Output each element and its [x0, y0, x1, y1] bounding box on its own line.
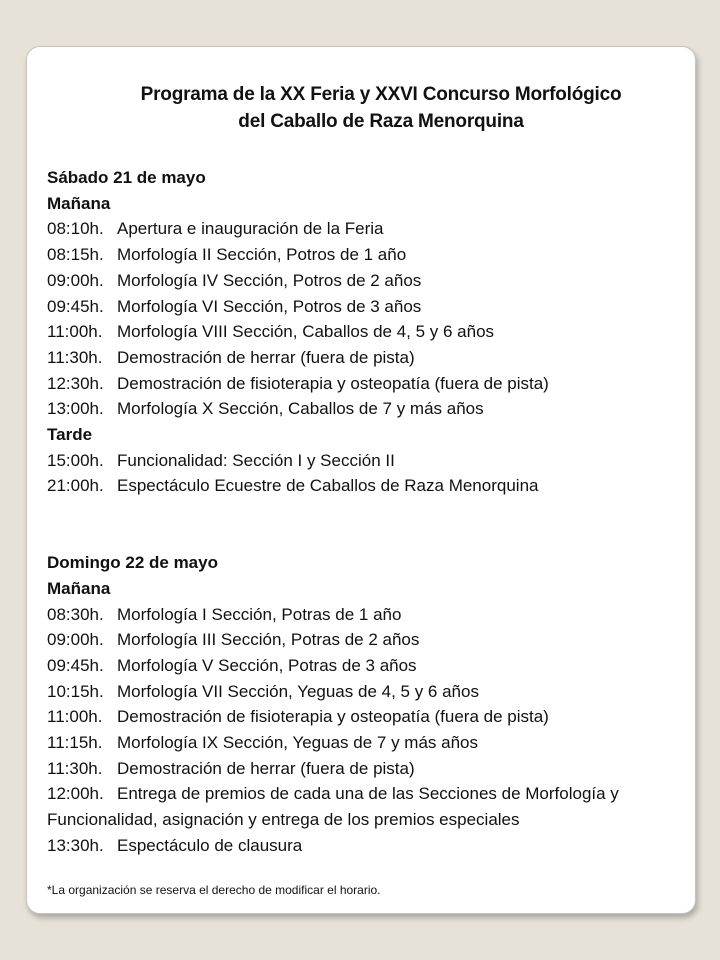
item-time: 10:15h. [47, 681, 104, 701]
schedule-item [47, 730, 683, 756]
schedule-item [47, 473, 683, 499]
item-text: Demostración de fisioterapia y osteopatía (fuera de pista) [117, 373, 549, 393]
item-text: Morfología I Sección, Potras de 1 año [117, 604, 402, 624]
item-time: 09:00h. [47, 630, 104, 650]
schedule-item [47, 396, 683, 422]
item-time: 11:30h. [47, 347, 103, 367]
item-time: 12:00h. [47, 784, 104, 804]
item-text: Funcionalidad: Sección I y Sección II [117, 450, 395, 470]
footnote: *La organización se reserva el derecho de modificar el horario. [47, 883, 381, 897]
item-text: Espectáculo Ecuestre de Caballos de Raza Menorquina [117, 476, 539, 496]
part-label-morning: Mañana [47, 578, 111, 598]
item-time: 11:00h. [47, 707, 103, 727]
program-card [26, 46, 696, 914]
item-text: Apertura e inauguración de la Feria [117, 219, 384, 239]
schedule-item [47, 216, 683, 242]
schedule-item [47, 756, 683, 782]
item-time: 21:00h. [47, 476, 104, 496]
item-time: 09:00h. [47, 270, 104, 290]
day-heading-saturday: Sábado 21 de mayo [47, 168, 206, 187]
item-text-continuation: Funcionalidad, asignación y entrega de los premios especiales [47, 810, 520, 830]
item-text: Espectáculo de clausura [117, 835, 303, 855]
schedule-item [47, 781, 683, 807]
title-line-1: Programa de la XX Feria y XXVI Concurso Morfológico [140, 84, 622, 105]
schedule-item [47, 345, 683, 371]
schedule-item [47, 448, 683, 474]
item-text: Demostración de herrar (fuera de pista) [117, 347, 415, 367]
part-label-afternoon: Tarde [47, 425, 93, 445]
item-time: 13:00h. [47, 399, 104, 419]
schedule-item [47, 679, 683, 705]
schedule-item [47, 653, 683, 679]
schedule [47, 165, 683, 859]
schedule-item [47, 704, 683, 730]
item-time: 08:30h. [47, 604, 104, 624]
schedule-item [47, 627, 683, 653]
item-text: Demostración de herrar (fuera de pista) [117, 758, 415, 778]
item-text: Morfología IV Sección, Potros de 2 años [117, 270, 422, 290]
title-line-2: del Caballo de Raza Menorquina [238, 111, 524, 132]
part-label-morning: Mañana [47, 193, 111, 213]
day-heading-sunday: Domingo 22 de mayo [47, 553, 218, 573]
schedule-item [47, 294, 683, 320]
schedule-item [47, 602, 683, 628]
item-text: Morfología VIII Sección, Caballos de 4, 5 y 6 años [117, 322, 495, 342]
item-text: Morfología II Sección, Potros de 1 año [117, 245, 407, 265]
item-time: 11:15h. [47, 733, 103, 753]
item-text: Morfología III Sección, Potras de 2 años [117, 630, 420, 650]
schedule-item [47, 319, 683, 345]
item-time: 13:30h. [47, 835, 104, 855]
item-text: Morfología VII Sección, Yeguas de 4, 5 y 6 años [117, 681, 479, 701]
item-text: Morfología VI Sección, Potros de 3 años [117, 296, 422, 316]
item-time: 09:45h. [47, 296, 104, 316]
item-time: 09:45h. [47, 655, 104, 675]
item-time: 12:30h. [47, 373, 104, 393]
item-text: Morfología X Sección, Caballos de 7 y más años [117, 399, 484, 419]
item-text: Entrega de premios de cada una de las Secciones de Morfología y [117, 784, 619, 804]
schedule-item [47, 242, 683, 268]
item-time: 08:15h. [47, 245, 104, 265]
item-time: 08:10h. [47, 219, 104, 239]
schedule-item [47, 371, 683, 397]
item-time: 11:30h. [47, 758, 103, 778]
schedule-item [47, 833, 683, 859]
schedule-item [47, 268, 683, 294]
item-text: Morfología V Sección, Potras de 3 años [117, 655, 417, 675]
section-spacer [47, 499, 683, 550]
item-text: Morfología IX Sección, Yeguas de 7 y más años [117, 733, 479, 753]
item-time: 11:00h. [47, 322, 103, 342]
item-time: 15:00h. [47, 450, 104, 470]
item-text: Demostración de fisioterapia y osteopatía (fuera de pista) [117, 707, 549, 727]
program-title [27, 81, 695, 135]
